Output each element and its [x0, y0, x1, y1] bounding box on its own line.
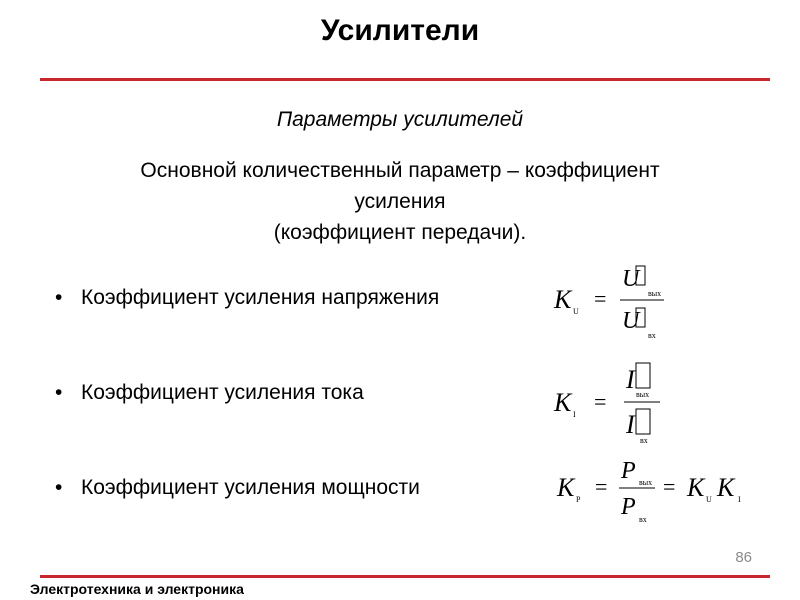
page-number: 86: [735, 549, 752, 566]
formula-power-gain: [555, 452, 760, 532]
formula-denominator-subscript: вх: [648, 331, 656, 340]
bullet-dot: •: [55, 286, 63, 309]
formula-numerator-subscript: вых: [639, 478, 653, 487]
formula-lhs-subscript: I: [573, 410, 576, 419]
formula-equals: =: [594, 286, 607, 311]
formula-lhs: K: [554, 388, 572, 417]
formula-numerator: P: [621, 458, 636, 484]
intro-line: усиления: [354, 190, 446, 213]
footer-course-title: Электротехника и электроника: [30, 581, 244, 597]
intro-text: [50, 155, 750, 248]
formula-numerator-subscript: вых: [636, 390, 650, 399]
missing-glyph-box: [636, 409, 650, 434]
formula-equals: =: [663, 474, 676, 499]
formula-denominator-subscript: вх: [639, 515, 647, 524]
intro-line: Основной количественный параметр – коэффициент: [140, 159, 660, 182]
formula-denominator-subscript: вх: [640, 436, 648, 445]
bullet-dot: •: [55, 381, 63, 404]
formula-factor-subscript: I: [738, 495, 741, 504]
formula-voltage-gain: [552, 258, 677, 340]
formula-equals: =: [595, 474, 608, 499]
bullet-voltage-gain: [55, 286, 439, 310]
slide-title: Усилители: [320, 14, 480, 47]
slide-subtitle: Параметры усилителей: [276, 108, 524, 131]
formula-numerator-subscript: вых: [648, 289, 662, 298]
formula-factor-subscript: U: [706, 495, 712, 504]
formula-lhs: K: [554, 285, 572, 314]
missing-glyph-box: [636, 363, 650, 388]
bullet-current-gain: [55, 381, 364, 405]
formula-equals: =: [594, 389, 607, 414]
bottom-divider: [40, 575, 770, 578]
formula-lhs-subscript: U: [573, 307, 579, 316]
formula-denominator: U: [622, 308, 640, 334]
top-divider: [40, 78, 770, 81]
formula-lhs: K: [557, 473, 575, 502]
formula-numerator: U: [622, 266, 640, 292]
formula-numerator: I: [626, 365, 635, 394]
formula-denominator: I: [626, 410, 635, 439]
bullet-power-gain: [55, 476, 420, 500]
formula-lhs-subscript: P: [576, 495, 581, 504]
bullet-label: Коэффициент усиления напряжения: [81, 286, 440, 309]
bullet-label: Коэффициент усиления тока: [81, 381, 364, 404]
formula-denominator: P: [621, 494, 636, 520]
intro-line: (коэффициент передачи).: [273, 221, 527, 244]
bullet-label: Коэффициент усиления мощности: [81, 476, 420, 499]
formula-factor: K: [717, 473, 735, 502]
formula-current-gain: [552, 355, 677, 445]
formula-factor: K: [687, 473, 705, 502]
bullet-dot: •: [55, 476, 63, 499]
